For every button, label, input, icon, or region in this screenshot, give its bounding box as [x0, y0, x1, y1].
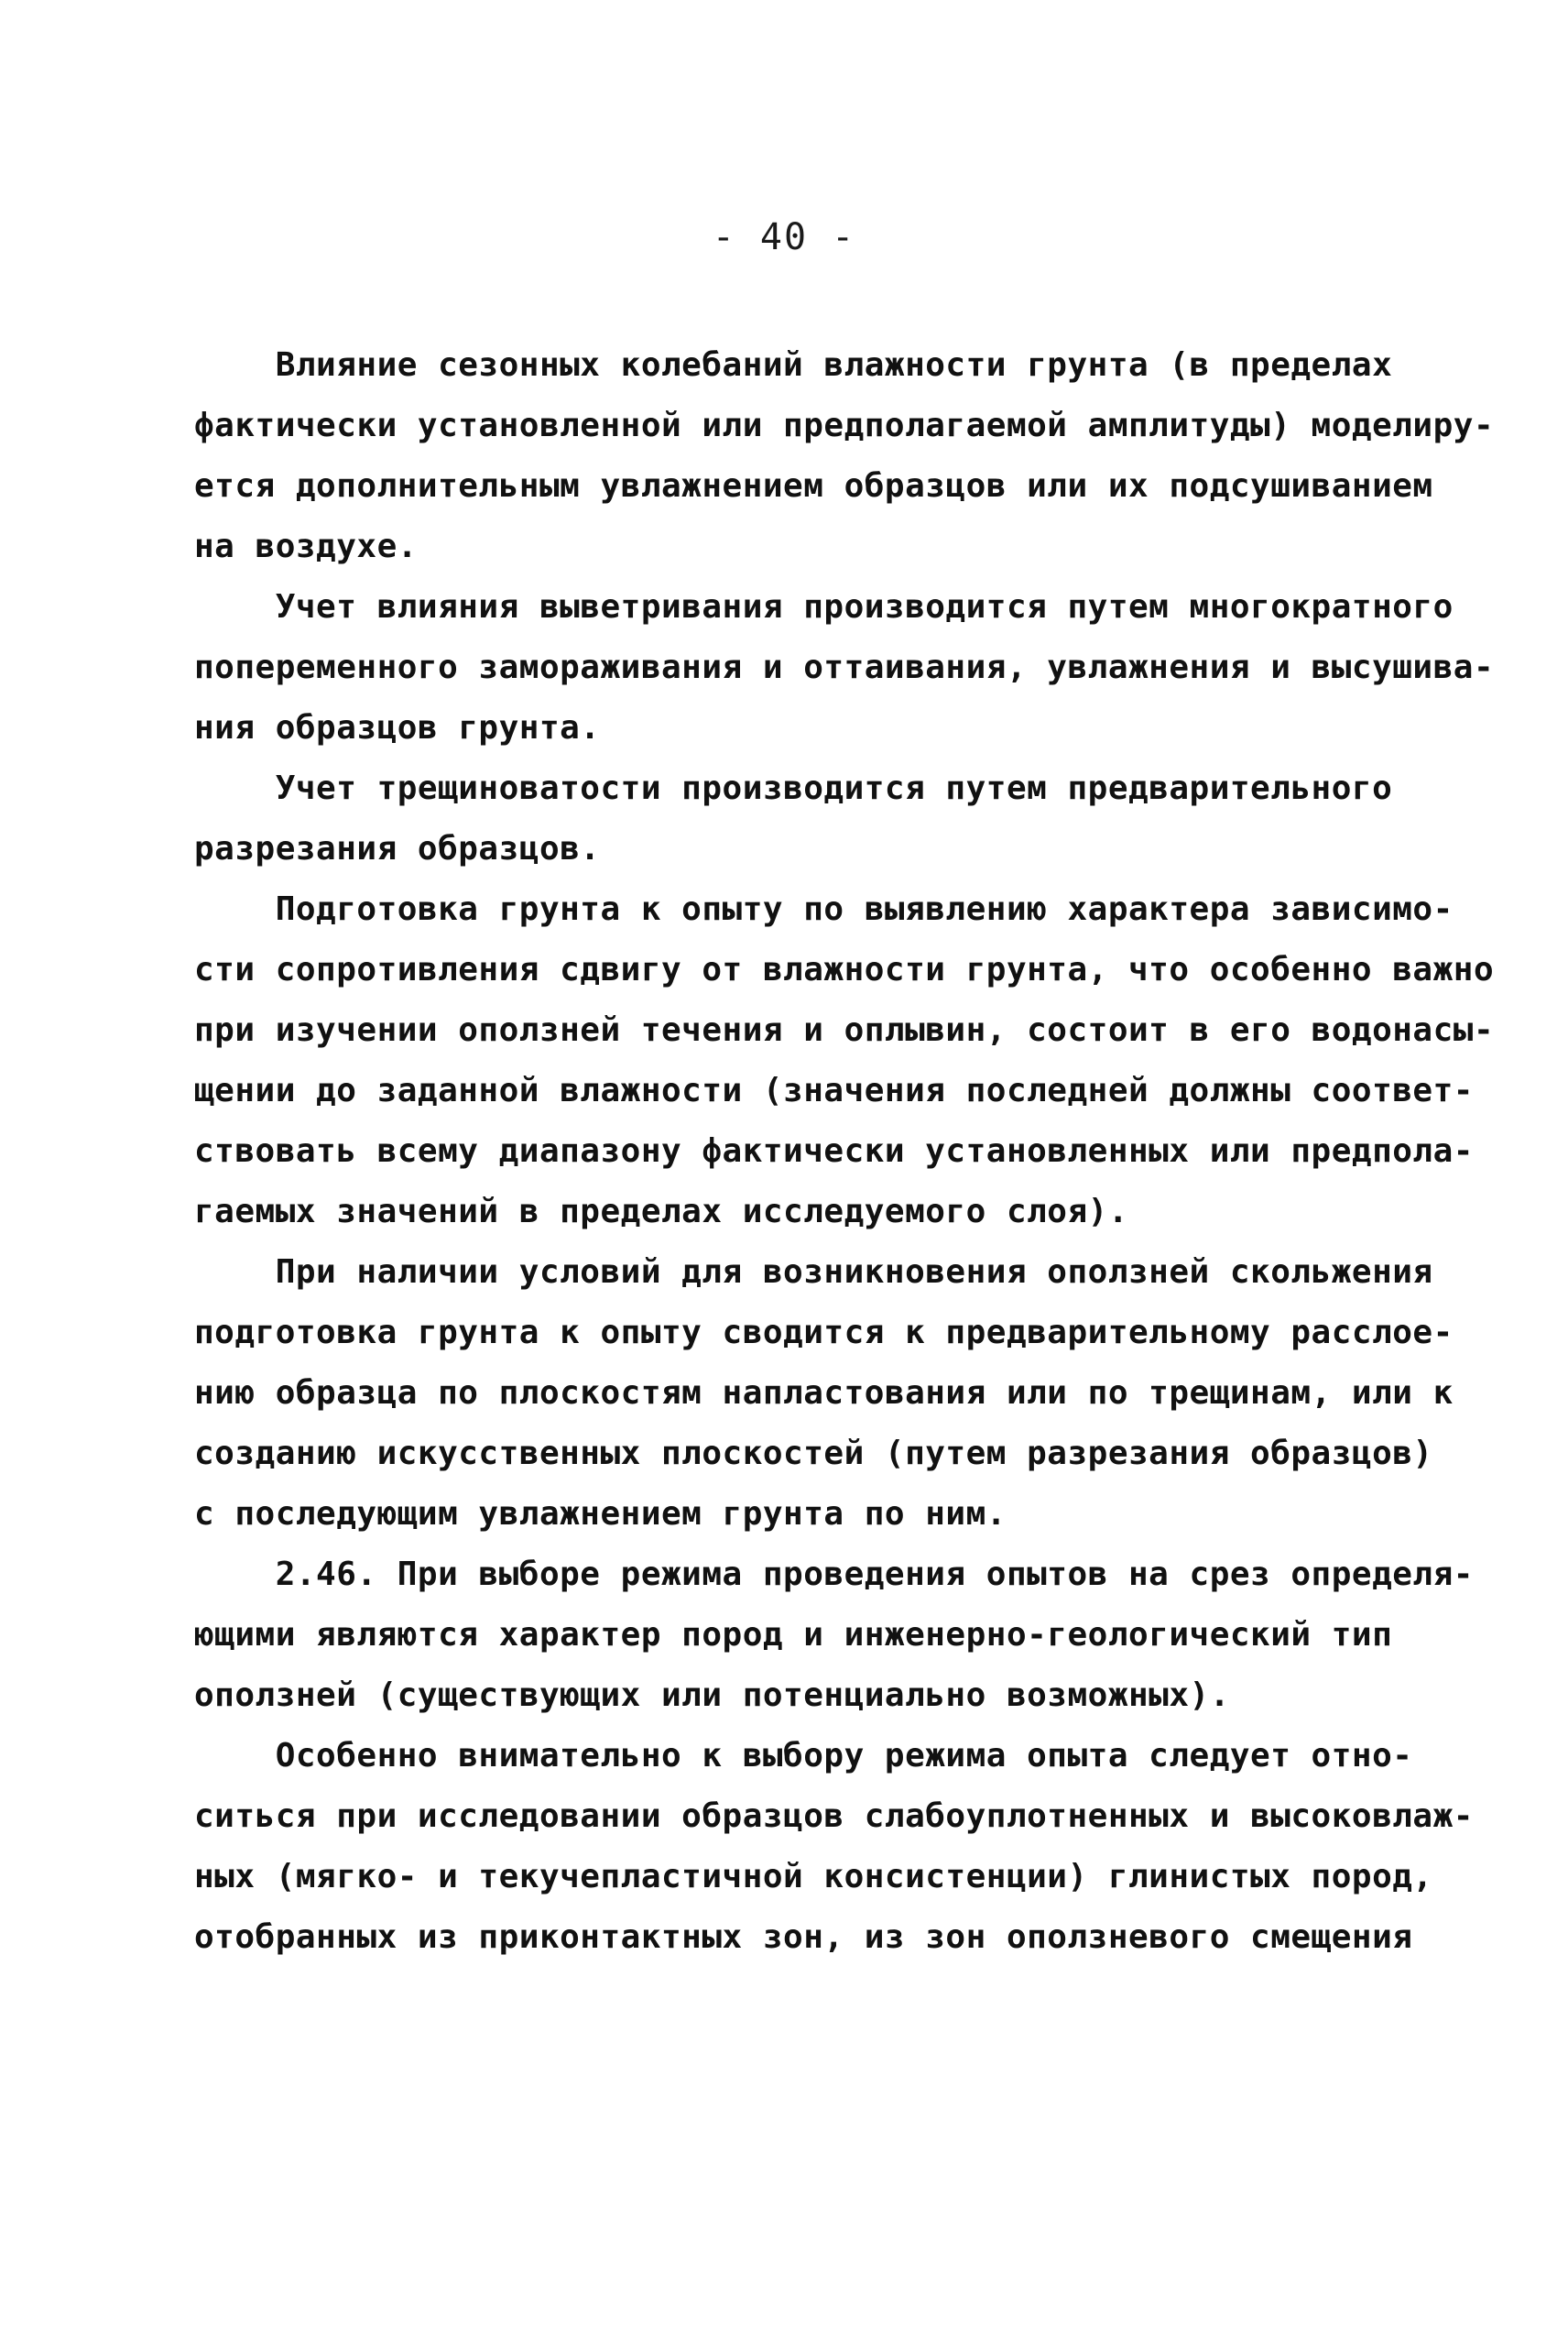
text-line: разрезания образцов.	[194, 830, 601, 868]
text-line: оползней (существующих или потенциально возможных).	[194, 1676, 1230, 1714]
text-line: фактически установленной или предполагаемой амплитуды) моделиру-	[194, 407, 1495, 444]
paragraph	[194, 1726, 1474, 1968]
text-line: при изучении оползней течения и оплывин, состоит в его водонасы-	[194, 1011, 1495, 1049]
paragraph	[194, 879, 1495, 1242]
paragraph	[194, 577, 1495, 759]
text-line: ствовать всему диапазону фактически установленных или предпола-	[194, 1132, 1474, 1170]
text-line: на воздухе.	[194, 528, 418, 565]
text-line: Влияние сезонных колебаний влажности грунта (в пределах	[194, 346, 1393, 384]
text-line: Учет влияния выветривания производится путем многократного	[194, 588, 1454, 626]
text-line: подготовка грунта к опыту сводится к предварительному расслое-	[194, 1314, 1454, 1351]
text-line: ется дополнительным увлажнением образцов или их подсушиванием	[194, 467, 1433, 505]
text-line: щении до заданной влажности (значения последней должны соответ-	[194, 1072, 1474, 1109]
text-line: ситься при исследовании образцов слабоуплотненных и высоковлаж-	[194, 1797, 1474, 1835]
text-line: Учет трещиноватости производится путем предварительного	[194, 770, 1393, 807]
page-number: - 40 -	[712, 216, 856, 258]
paragraph	[194, 335, 1495, 577]
paragraph	[194, 1242, 1454, 1545]
paragraph	[194, 759, 1421, 879]
text-line: с последующим увлажнением грунта по ним.	[194, 1495, 1007, 1533]
text-line: ных (мягко- и текучепластичной консистенции) глинистых пород,	[194, 1858, 1433, 1895]
text-line: попеременного замораживания и оттаивания, увлажнения и высушива-	[194, 649, 1495, 686]
text-line: гаемых значений в пределах исследуемого слоя).	[194, 1193, 1128, 1230]
text-line: Подготовка грунта к опыту по выявлению характера зависимо-	[194, 890, 1454, 928]
text-line: созданию искусственных плоскостей (путем разрезания образцов)	[194, 1435, 1433, 1472]
text-line: 2.46. При выборе режима проведения опытов на срез определя-	[194, 1556, 1474, 1593]
text-line: ющими являются характер пород и инженерно-геологический тип	[194, 1616, 1393, 1654]
text-line: сти сопротивления сдвигу от влажности грунта, что особенно важно	[194, 951, 1495, 988]
text-line: Особенно внимательно к выбору режима опыта следует отно-	[194, 1737, 1413, 1775]
text-line: ния образцов грунта.	[194, 709, 601, 747]
paragraph	[194, 1545, 1474, 1726]
text-line: нию образца по плоскостям напластования или по трещинам, или к	[194, 1374, 1454, 1412]
body-text	[194, 335, 1495, 1968]
text-line: При наличии условий для возникновения оползней скольжения	[194, 1253, 1433, 1291]
text-line: отобранных из приконтактных зон, из зон оползневого смещения	[194, 1918, 1413, 1956]
